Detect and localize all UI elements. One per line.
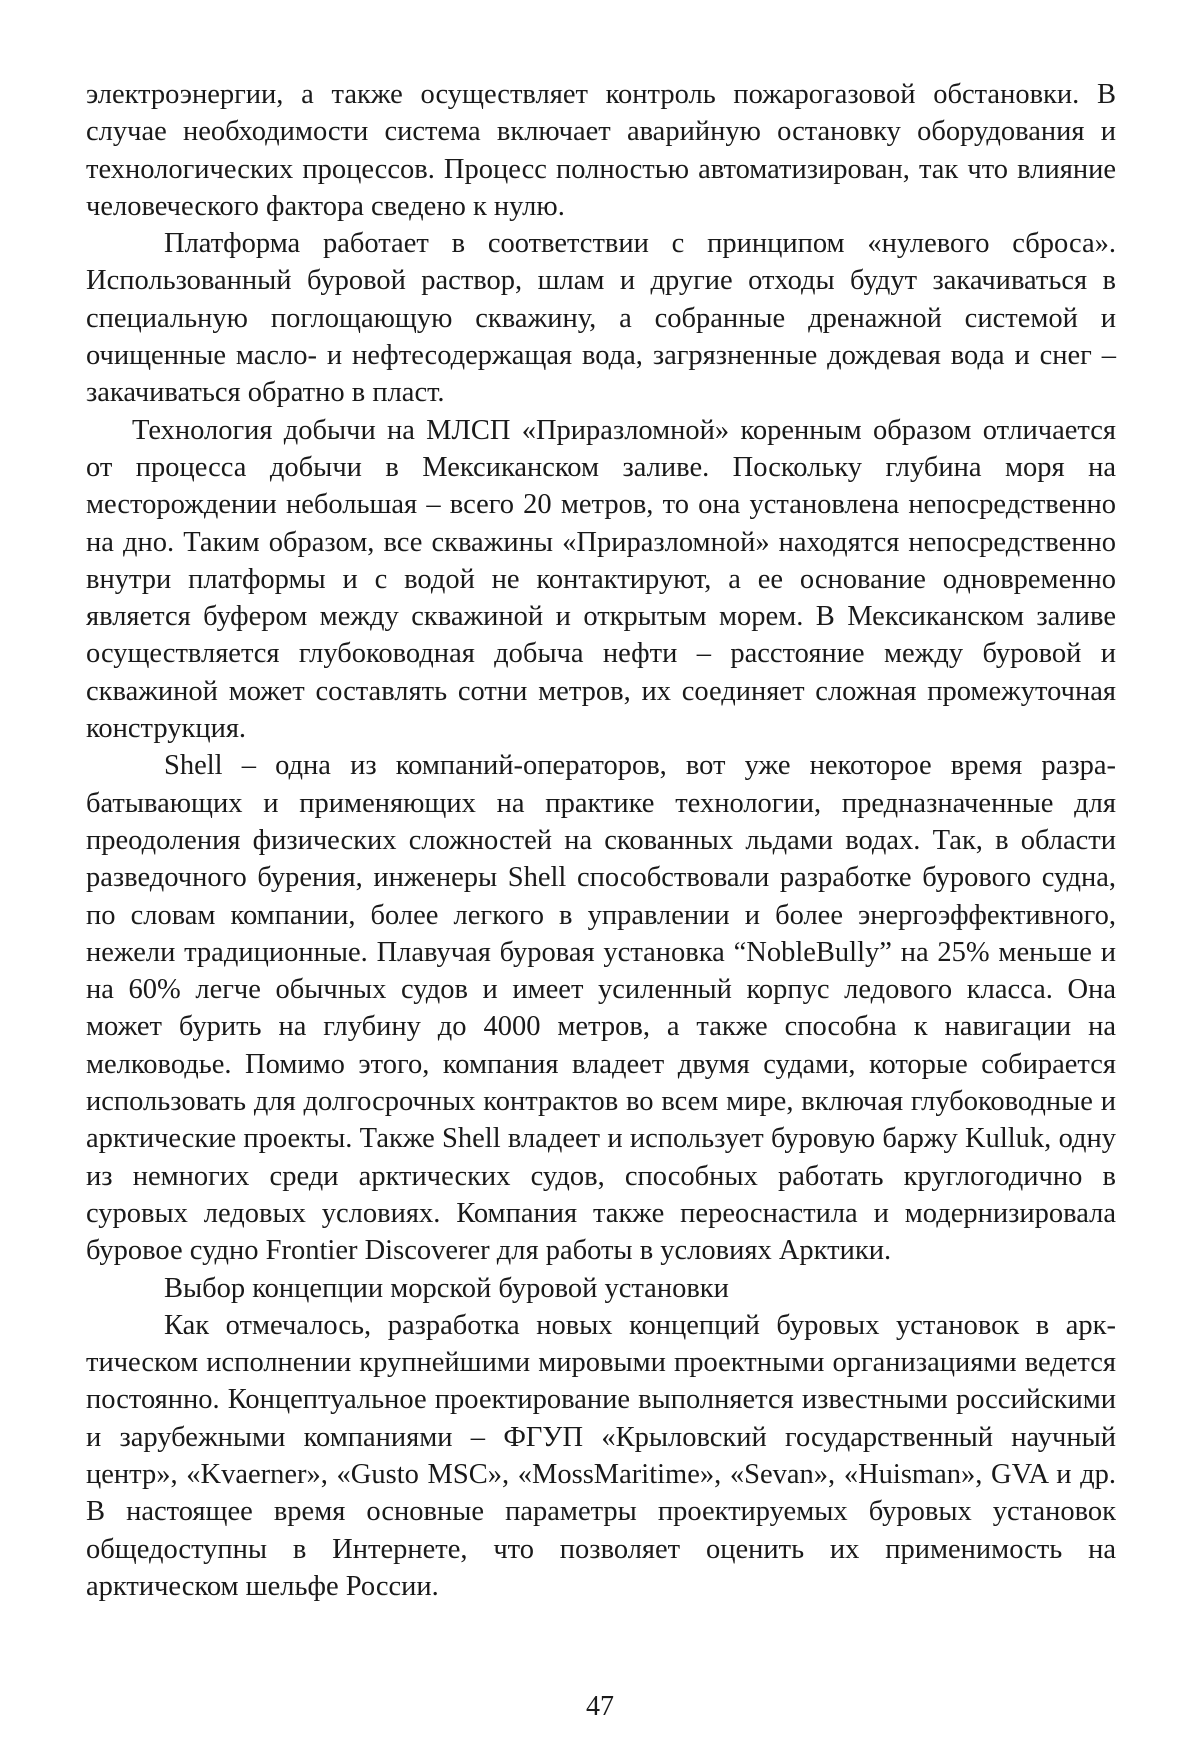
paragraph-2: Платформа работает в соответствии с принципом «нулевого сброса». Использованный буровой раствор, шлам и другие отходы будут закачиваться в специальную поглощающую скважину, а собранные дренажной системой и очищенные масло- и нефтесодержащая вода, загрязненные дождевая вода и снег – закачиваться обратно в пласт.	[86, 228, 1116, 409]
section-heading: Выбор концепции морской буровой установки	[164, 1272, 729, 1304]
paragraph-1: электроэнергии, а также осуществляет контроль пожарогазовой обстановки. В случае необходимости система включает аварийную остановку оборудования и технологических процессов. Процесс полностью автоматизирован, так что влияние человеческого фактора сведено к нулю.	[86, 79, 1116, 222]
paragraph-5: Как отмечалось, разработка новых концепций буровых установок в арктическом исполнении крупнейшими мировыми проектными организациями ведется постоянно. Концептуальное проектирование выполняется известными российскими и зарубежными компаниями – ФГУП «Крыловский государственный научный центр», «Kvaerner», «Gusto MSC», «MossMaritime», «Sevan», «Huisman», GVA и др. В настоящее время основные параметры проектируемых буровых установок общедоступны в Интернете, что позволяет оценить их применимость на арктическом шельфе России.	[86, 1309, 1116, 1602]
body-text	[86, 76, 1116, 1605]
page-number: 47	[586, 1691, 614, 1722]
paragraph-4: Shell – одна из компаний-операторов, вот уже некоторое время разрабатывающих и применяющих на практике технологии, предназначенные для преодоления физических сложностей на скованных льдами водах. Так, в области разведочного бурения, инженеры Shell способствовали разработке бурового судна, по словам компании, более легкого в управлении и более энергоэффективного, нежели традиционные. Плавучая буровая установка “NobleBully” на 25% меньше и на 60% легче обычных судов и имеет усиленный корпус ледового класса. Она может бурить на глубину до 4000 метров, а также способна к навигации на мелководье. Помимо этого, компания владеет двумя судами, которые собирается использовать для долгосрочных контрактов во всем мире, включая глубоководные и арктические проекты. Также Shell владеет и использует буровую баржу Kulluk, одну из немногих среди арктических судов, способных работать круглогодично в суровых ледовых условиях. Компания также переоснастила и модернизировала буровое судно Frontier Discoverer для работы в условиях Арктики.	[86, 750, 1116, 1267]
paragraph-3: Технология добычи на МЛСП «Приразломной» коренным образом отличается от процесса добычи в Мексиканском заливе. Поскольку глубина моря на месторождении небольшая – всего 20 метров, то она установлена непосредственно на дно. Таким образом, все скважины «Приразломной» находятся непосредственно внутри платформы и с водой не контактируют, а ее основание одновременно является буфером между скважиной и открытым морем. В Мексиканском заливе осуществляется глубоководная добыча нефти – расстояние между буровой и скважиной может составлять сотни метров, их соединяет сложная промежуточная конструкция.	[86, 414, 1116, 745]
